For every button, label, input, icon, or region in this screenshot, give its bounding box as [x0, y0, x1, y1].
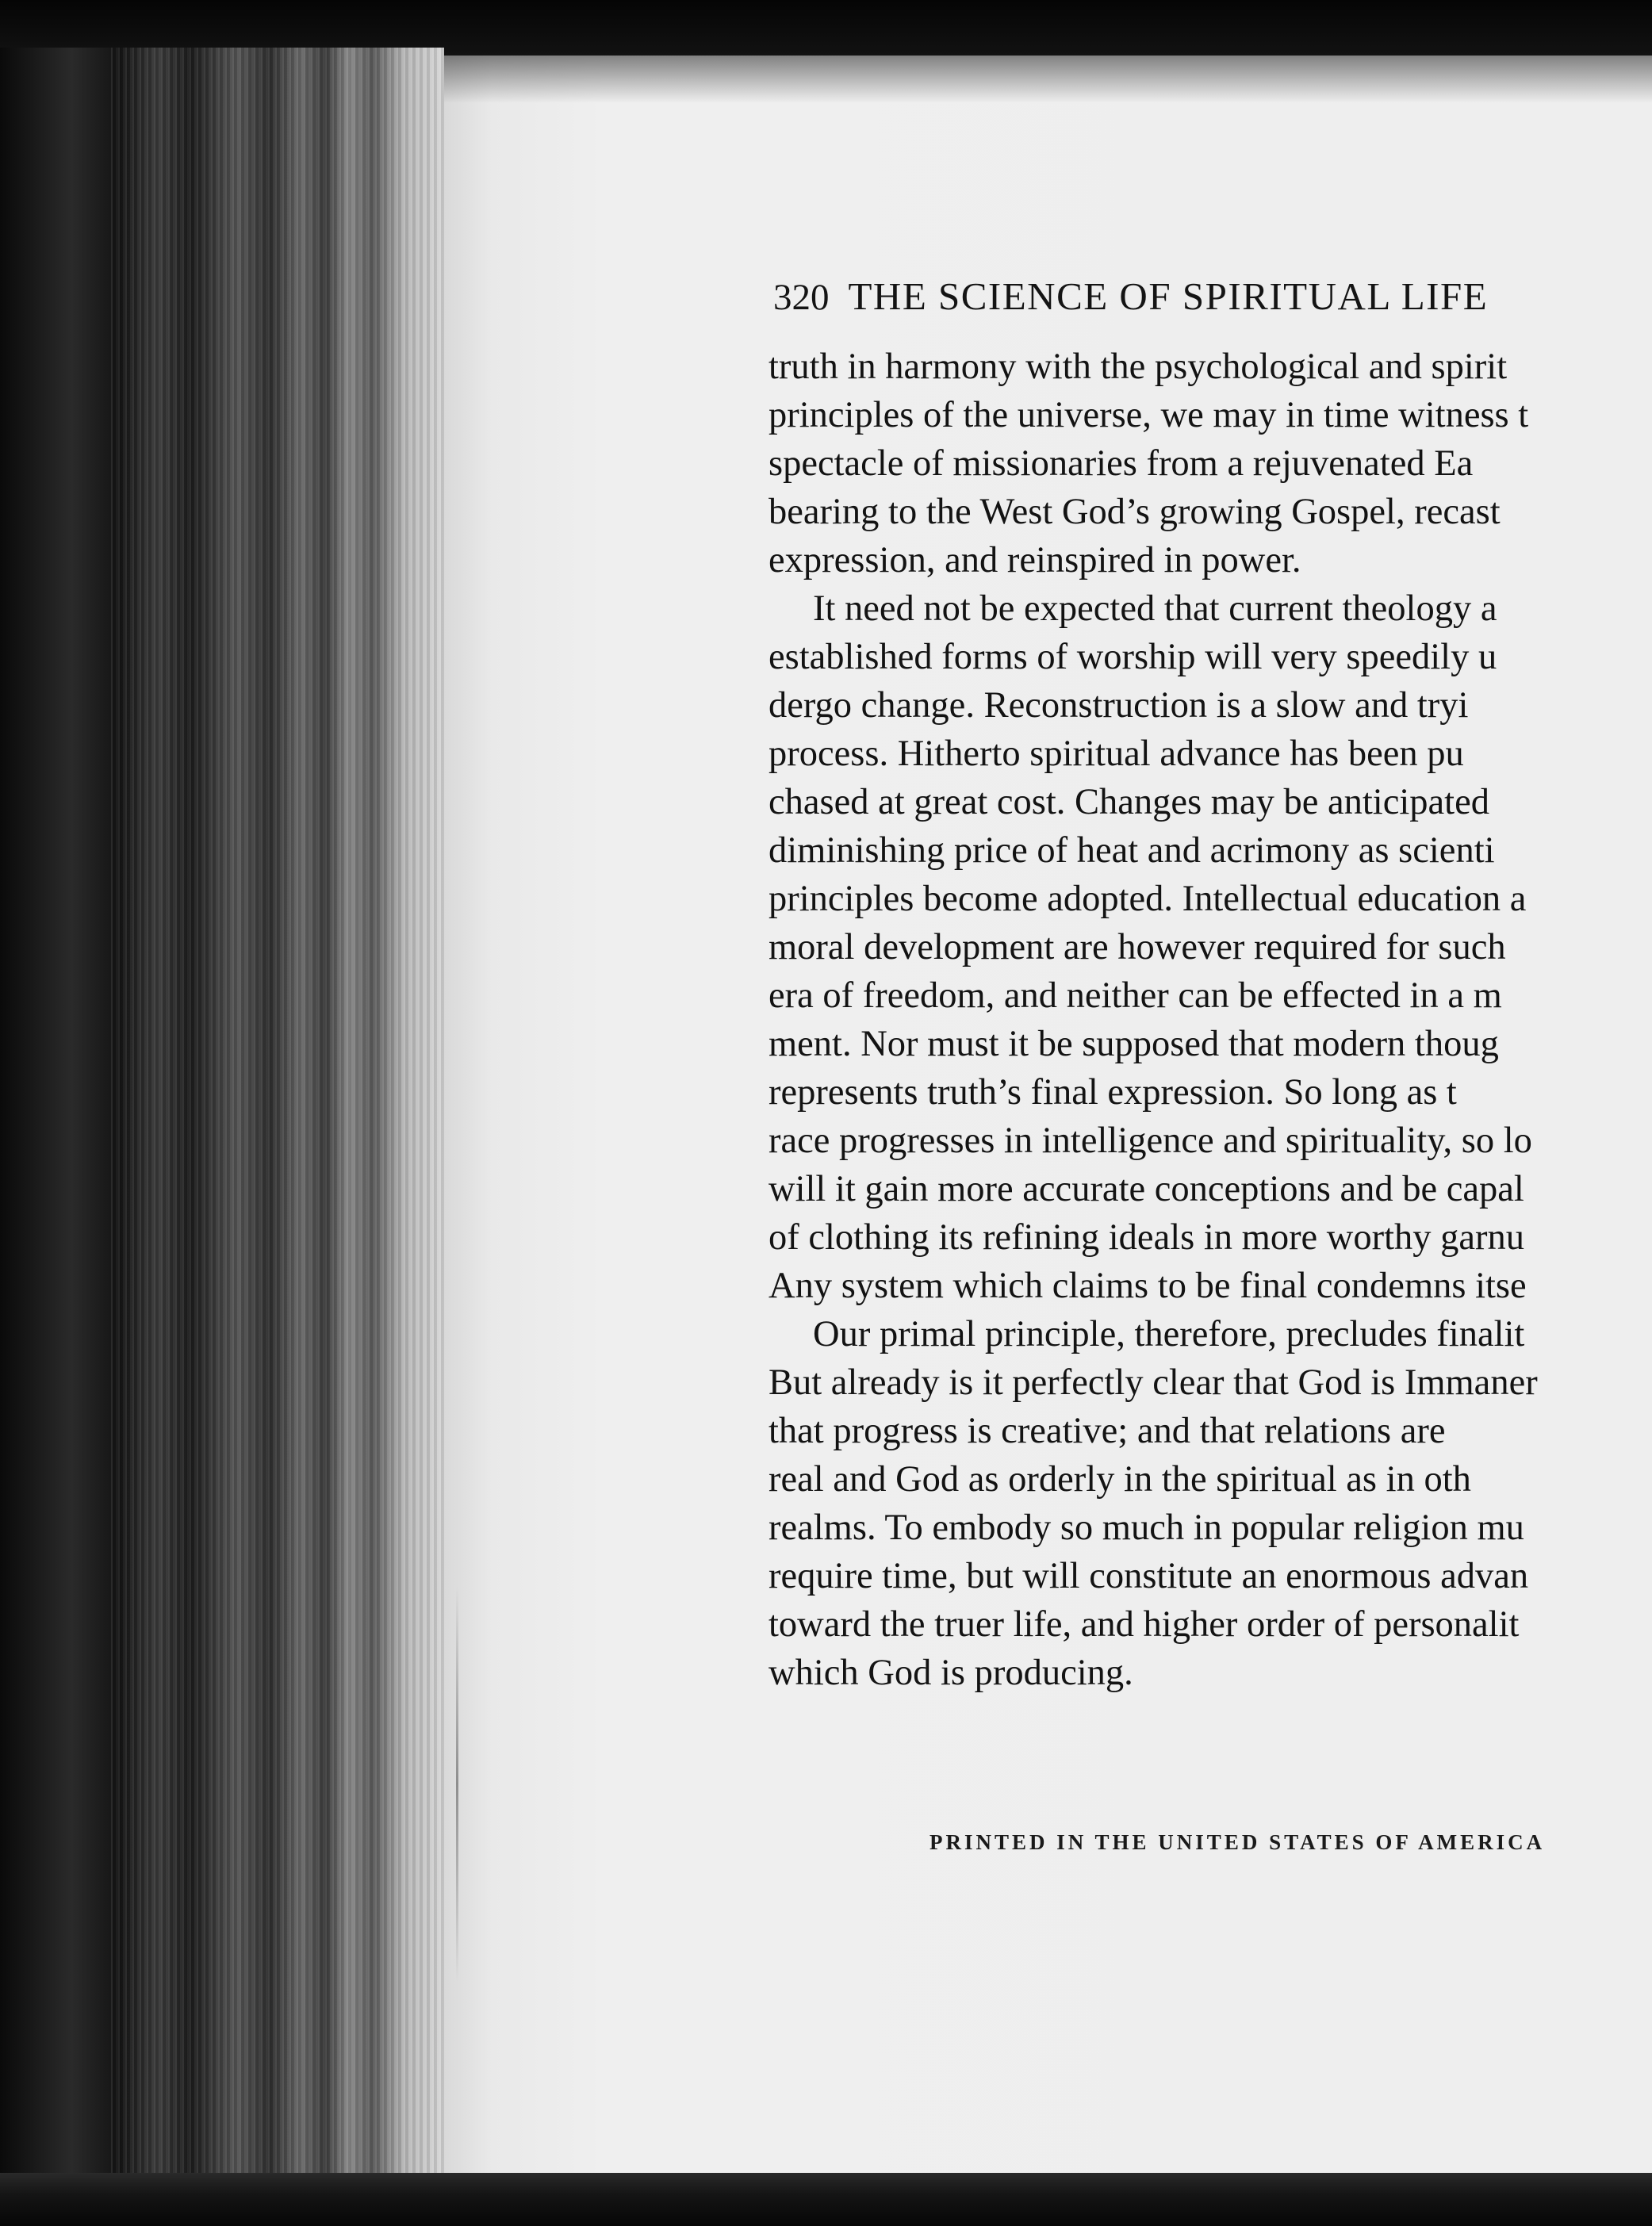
text-line: diminishing price of heat and acrimony as scienti: [769, 830, 1495, 871]
text-line: principles of the universe, we may in time witness t: [769, 395, 1529, 435]
printer-imprint: PRINTED IN THE UNITED STATES OF AMERICA: [929, 1830, 1546, 1854]
scan-bottom-border: [0, 2173, 1652, 2226]
page-number: 320: [773, 277, 830, 318]
text-line: which God is producing.: [769, 1653, 1133, 1693]
text-line: toward the truer life, and higher order of personalit: [769, 1604, 1520, 1645]
text-line: of clothing its refining ideals in more worthy garnu: [769, 1217, 1525, 1258]
text-line: represents truth’s final expression. So long as t: [769, 1072, 1457, 1113]
spine-streaks: [111, 48, 444, 2189]
text-line: truth in harmony with the psychological and spirit: [769, 347, 1508, 387]
text-line: real and God as orderly in the spiritual as in oth: [769, 1459, 1471, 1500]
gutter-mark: [456, 1586, 458, 1983]
text-line: bearing to the West God’s growing Gospel, recast: [769, 492, 1501, 532]
text-line: process. Hitherto spiritual advance has been pu: [769, 734, 1464, 774]
page-top-shadow: [444, 56, 1652, 103]
text-line: require time, but will constitute an enormous advan: [769, 1556, 1529, 1596]
page-header: [773, 274, 1652, 319]
text-line: established forms of worship will very speedily u: [769, 637, 1497, 677]
text-line: moral development are however required for such: [769, 927, 1506, 967]
text-line: realms. To embody so much in popular religion mu: [769, 1508, 1524, 1548]
body-text: [769, 343, 1652, 1697]
text-line: spectacle of missionaries from a rejuvenated Ea: [769, 443, 1474, 484]
text-line: Any system which claims to be final condemns itse: [769, 1266, 1527, 1306]
text-line: race progresses in intelligence and spirituality, so lo: [769, 1121, 1532, 1161]
text-line: will it gain more accurate conceptions and be capal: [769, 1169, 1524, 1209]
paragraph-start-line: Our primal principle, therefore, precludes finalit: [813, 1314, 1525, 1354]
text-line: principles become adopted. Intellectual education a: [769, 879, 1527, 919]
text-line: ment. Nor must it be supposed that modern thoug: [769, 1024, 1499, 1064]
text-line: era of freedom, and neither can be effected in a m: [769, 975, 1502, 1016]
text-line: expression, and reinspired in power.: [769, 540, 1301, 580]
text-line: that progress is creative; and that relations are: [769, 1411, 1446, 1451]
running-head: THE SCIENCE OF SPIRITUAL LIFE: [848, 274, 1489, 318]
paragraph-start-line: It need not be expected that current theology a: [813, 588, 1497, 629]
text-line: chased at great cost. Changes may be anticipated: [769, 782, 1489, 822]
text-line: But already is it perfectly clear that God is Immaner: [769, 1362, 1538, 1403]
text-line: dergo change. Reconstruction is a slow and tryi: [769, 685, 1469, 726]
